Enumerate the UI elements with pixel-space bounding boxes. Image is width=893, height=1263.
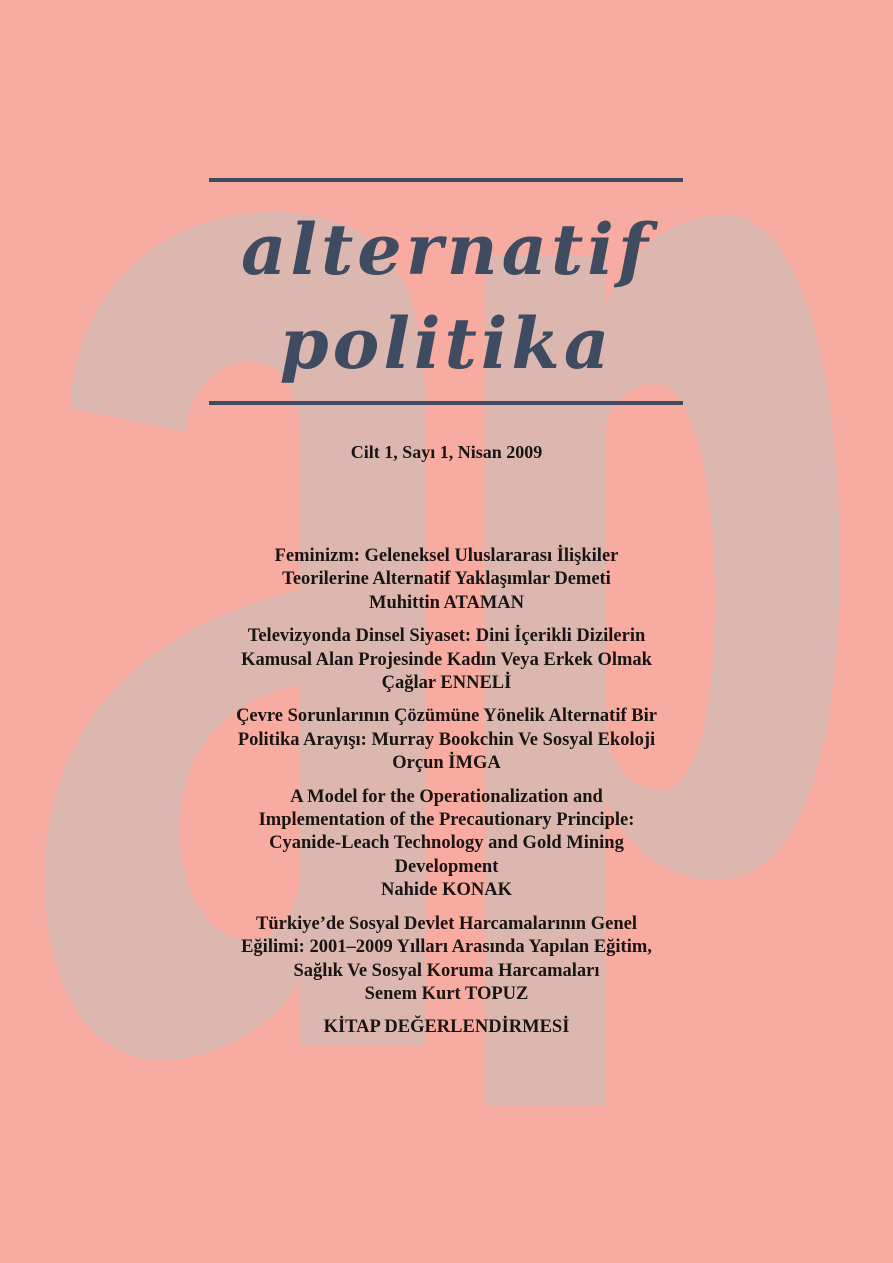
article-author: Orçun İMGA xyxy=(392,753,501,774)
journal-title-line-1: alternatif xyxy=(241,208,652,291)
article-entry xyxy=(190,913,703,1007)
title-rule-bottom xyxy=(209,401,683,405)
article-title-line: A Model for the Operationalization and xyxy=(290,786,603,807)
article-title-line: Implementation of the Precautionary Principle: xyxy=(258,810,635,831)
table-of-contents xyxy=(190,545,703,1040)
article-title-line: Türkiye’de Sosyal Devlet Harcamalarının Genel xyxy=(256,913,637,934)
article-title-line: Cyanide-Leach Technology and Gold Mining xyxy=(269,833,624,854)
article-author: Muhittin ATAMAN xyxy=(368,592,525,613)
article-entry xyxy=(190,545,703,615)
article-title-line: Eğilimi: 2001–2009 Yılları Arasında Yapılan Eğitim, xyxy=(241,937,652,958)
article-entry xyxy=(190,786,703,903)
article-title-line: Feminizm: Geleneksel Uluslararası İlişkiler xyxy=(274,546,619,566)
article-author: Senem Kurt TOPUZ xyxy=(364,983,529,1004)
title-rule-top xyxy=(209,178,683,182)
article-title-line: Teorilerine Alternatif Yaklaşımlar Demeti xyxy=(282,569,611,590)
issue-info: Cilt 1, Sayı 1, Nisan 2009 xyxy=(350,442,543,462)
journal-title-line-2: politika xyxy=(279,302,614,385)
article-author: Çağlar ENNELİ xyxy=(381,673,512,694)
article-entry xyxy=(190,625,703,695)
article-title-line: Sağlık Ve Sosyal Koruma Harcamaları xyxy=(293,960,600,981)
article-title-line: Kamusal Alan Projesinde Kadın Veya Erkek Olmak xyxy=(241,649,652,670)
article-entry xyxy=(190,705,703,775)
article-title-line: Development xyxy=(394,856,499,877)
article-author: Nahide KONAK xyxy=(380,880,513,901)
article-title-line: Televizyonda Dinsel Siyaset: Dini İçerikli Dizilerin xyxy=(247,626,646,647)
book-review-heading: KİTAP DEĞERLENDİRMESİ xyxy=(323,1017,570,1038)
article-title-line: Politika Arayışı: Murray Bookchin Ve Sosyal Ekoloji xyxy=(237,729,656,750)
article-title-line: Çevre Sorunlarının Çözümüne Yönelik Alternatif Bir xyxy=(236,706,657,727)
